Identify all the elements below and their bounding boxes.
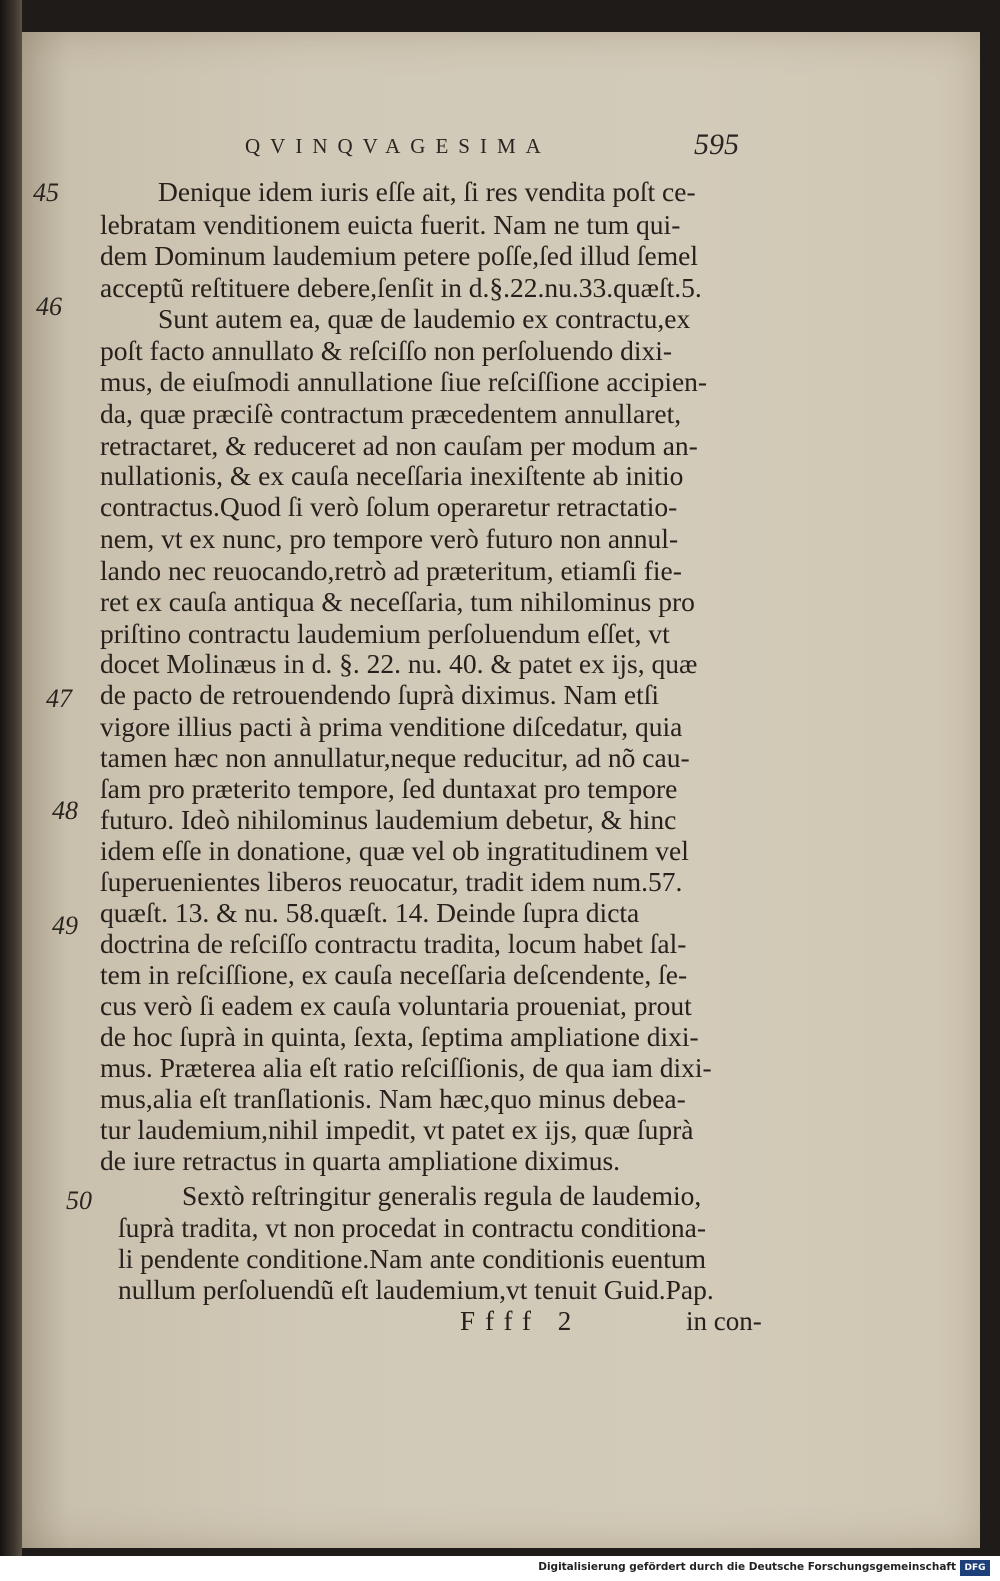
- text-line: de iure retractus in quarta ampliatione diximus.: [100, 1145, 621, 1176]
- text-line: contractus.Quod ſi verò ſolum operaretur retractatio-: [100, 491, 678, 522]
- text-line: ſuperuenientes liberos reuocatur, tradit idem num.57.: [100, 866, 683, 897]
- margin-number: 47: [46, 684, 72, 713]
- text-line: Sunt autem ea, quæ de laudemio ex contractu,ex: [158, 303, 691, 334]
- margin-number: 48: [52, 796, 78, 825]
- text-line: priſtino contractu laudemium perſoluendum eſſet, vt: [100, 618, 670, 649]
- text-line: cus verò ſi eadem ex cauſa voluntaria proueniat, prout: [100, 990, 692, 1021]
- text-line: lando nec reuocando,retrò ad præteritum, etiamſi fie-: [100, 555, 682, 586]
- text-line: Denique idem iuris eſſe ait, ſi res vendita poſt ce-: [158, 176, 696, 207]
- text-line: li pendente conditione.Nam ante conditionis euentum: [118, 1243, 707, 1274]
- text-line: mus,alia eſt tranſlationis. Nam hæc,quo minus debea-: [100, 1083, 686, 1114]
- text-line: nullationis, & ex cauſa neceſſaria inexiſtente ab initio: [100, 460, 684, 491]
- text-line: tem in reſciſſione, ex cauſa neceſſaria deſcendente, ſe-: [100, 959, 688, 990]
- text-line: nem, vt ex nunc, pro tempore verò futuro non annul-: [100, 523, 679, 554]
- text-line: acceptũ reſtituere debere,ſenſit in d.§.22.nu.33.quæſt.5.: [100, 272, 702, 303]
- text-line: de pacto de retrouendendo ſuprà diximus. Nam etſi: [100, 679, 659, 710]
- text-line: docet Molinæus in d. §. 22. nu. 40. & patet ex ijs, quæ: [100, 648, 698, 679]
- text-line: nullum perſoluendũ eſt laudemium,vt tenuit Guid.Pap.: [118, 1274, 714, 1305]
- text-line: ſam pro præterito tempore, ſed duntaxat pro tempore: [100, 773, 678, 804]
- text-line: tamen hæc non annullatur,neque reducitur, ad nõ cau-: [100, 742, 690, 773]
- text-line: lebratam venditionem euicta fuerit. Nam ne tum qui-: [100, 209, 681, 240]
- margin-number: 45: [33, 178, 59, 207]
- margin-number: 46: [36, 292, 62, 321]
- catchword: in con-: [686, 1306, 762, 1336]
- text-line: doctrina de reſciſſo contractu tradita, locum habet ſal-: [100, 928, 687, 959]
- text-line: da, quæ præciſè contractum præcedentem annullaret,: [100, 398, 682, 429]
- text-line: ret ex cauſa antiqua & neceſſaria, tum nihilominus pro: [100, 586, 695, 617]
- digitization-credit: Digitalisierung gefördert durch die Deutsche Forschungsgemeinschaft: [538, 1561, 956, 1573]
- running-title: QVINQVAGESIMA: [245, 134, 551, 158]
- text-line: ſuprà tradita, vt non procedat in contractu conditiona-: [118, 1212, 706, 1243]
- page-header: [0, 128, 1000, 170]
- text-line: mus. Præterea alia eſt ratio reſciſſionis, de qua iam dixi-: [100, 1052, 712, 1083]
- text-line: idem eſſe in donatione, quæ vel ob ingratitudinem vel: [100, 835, 689, 866]
- dfg-logo: DFG: [960, 1560, 990, 1576]
- margin-number: 49: [52, 911, 78, 940]
- text-line: Sextò reſtringitur generalis regula de laudemio,: [182, 1180, 702, 1211]
- text-line: vigore illius pacti à prima venditione diſcedatur, quia: [100, 711, 683, 742]
- text-line: quæſt. 13. & nu. 58.quæſt. 14. Deinde ſupra dicta: [100, 897, 640, 928]
- book-spine: [0, 0, 22, 1556]
- text-line: dem Dominum laudemium petere poſſe,ſed illud ſemel: [100, 240, 698, 271]
- margin-number: 50: [66, 1186, 92, 1215]
- signature-mark: Ffff 2: [460, 1306, 582, 1336]
- text-line: poſt facto annullato & reſciſſo non perſoluendo dixi-: [100, 335, 673, 366]
- text-line: futuro. Ideò nihilominus laudemium debetur, & hinc: [100, 804, 677, 835]
- credit-bar: [0, 1556, 1000, 1581]
- page-number: 595: [694, 128, 739, 161]
- text-line: de hoc ſuprà in quinta, ſexta, ſeptima ampliatione dixi-: [100, 1021, 699, 1052]
- text-line: retractaret, & reduceret ad non cauſam per modum an-: [100, 430, 698, 461]
- text-line: tur laudemium,nihil impedit, vt patet ex ijs, quæ ſuprà: [100, 1114, 694, 1145]
- text-line: mus, de eiuſmodi annullatione ſiue reſciſſione accipien-: [100, 366, 708, 397]
